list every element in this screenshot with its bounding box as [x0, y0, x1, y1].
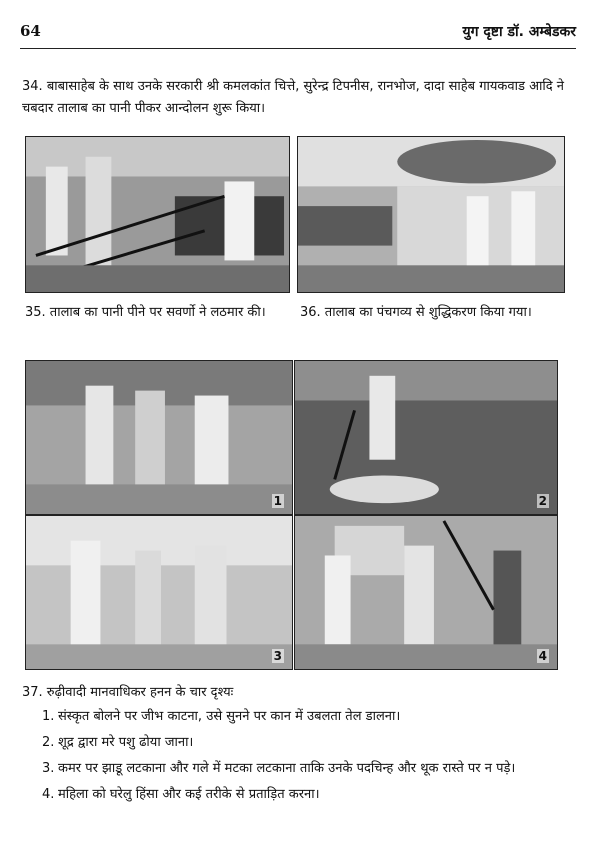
photo-number-1: 1	[273, 494, 282, 508]
photo-panel-4	[294, 515, 558, 670]
running-title: युग दृष्टा डॉ. अम्बेडकर	[462, 24, 576, 40]
header-divider	[20, 48, 576, 49]
page-number: 64	[20, 22, 41, 40]
caption-36: 36. तालाब का पंचगव्य से शुद्धिकरण किया गया।	[300, 305, 532, 320]
item-37-list	[42, 706, 570, 810]
list-item: 3. कमर पर झाडू लटकाना और गले में मटका लटकाना ताकि उनके पदचिन्ह और थूक रास्ते पर न पड़े।	[42, 761, 516, 776]
photo-pond-purification	[297, 136, 565, 293]
list-item: 2. शूद्र द्वारा मरे पशु ढोया जाना।	[42, 735, 194, 750]
caption-35: 35. तालाब का पानी पीने पर सवर्णो ने लठमार की।	[25, 305, 266, 320]
list-item: 1. संस्कृत बोलने पर जीभ काटना, उसे सुनने पर कान में उबलता तेल डालना।	[42, 709, 401, 724]
item-34-paragraph	[22, 76, 578, 120]
item-34-number: 34.	[22, 79, 43, 94]
item-34-text: बाबासाहेब के साथ उनके सरकारी श्री कमलकांत चित्ते, सुरेन्द्र टिपनीस, रानभोज, दादा साहेब गायकवाड आदि ने चबदार तालाब का पानी पीकर आन्दोलन शुरू किया।	[22, 79, 564, 116]
photo-panel-3	[25, 515, 293, 670]
item-37-heading: 37. रुढ़ीवादी मानवाधिकर हनन के चार दृश्यः	[22, 685, 234, 700]
list-item: 4. महिला को घरेलु हिंसा और कई तरीके से प्रताड़ित करना।	[42, 787, 320, 802]
photo-panel-2	[294, 360, 558, 515]
photo-number-3: 3	[273, 649, 282, 663]
photo-lathmar-attack	[25, 136, 290, 293]
photo-panel-1	[25, 360, 293, 515]
photo-number-2: 2	[538, 494, 547, 508]
photo-number-4: 4	[538, 649, 547, 663]
